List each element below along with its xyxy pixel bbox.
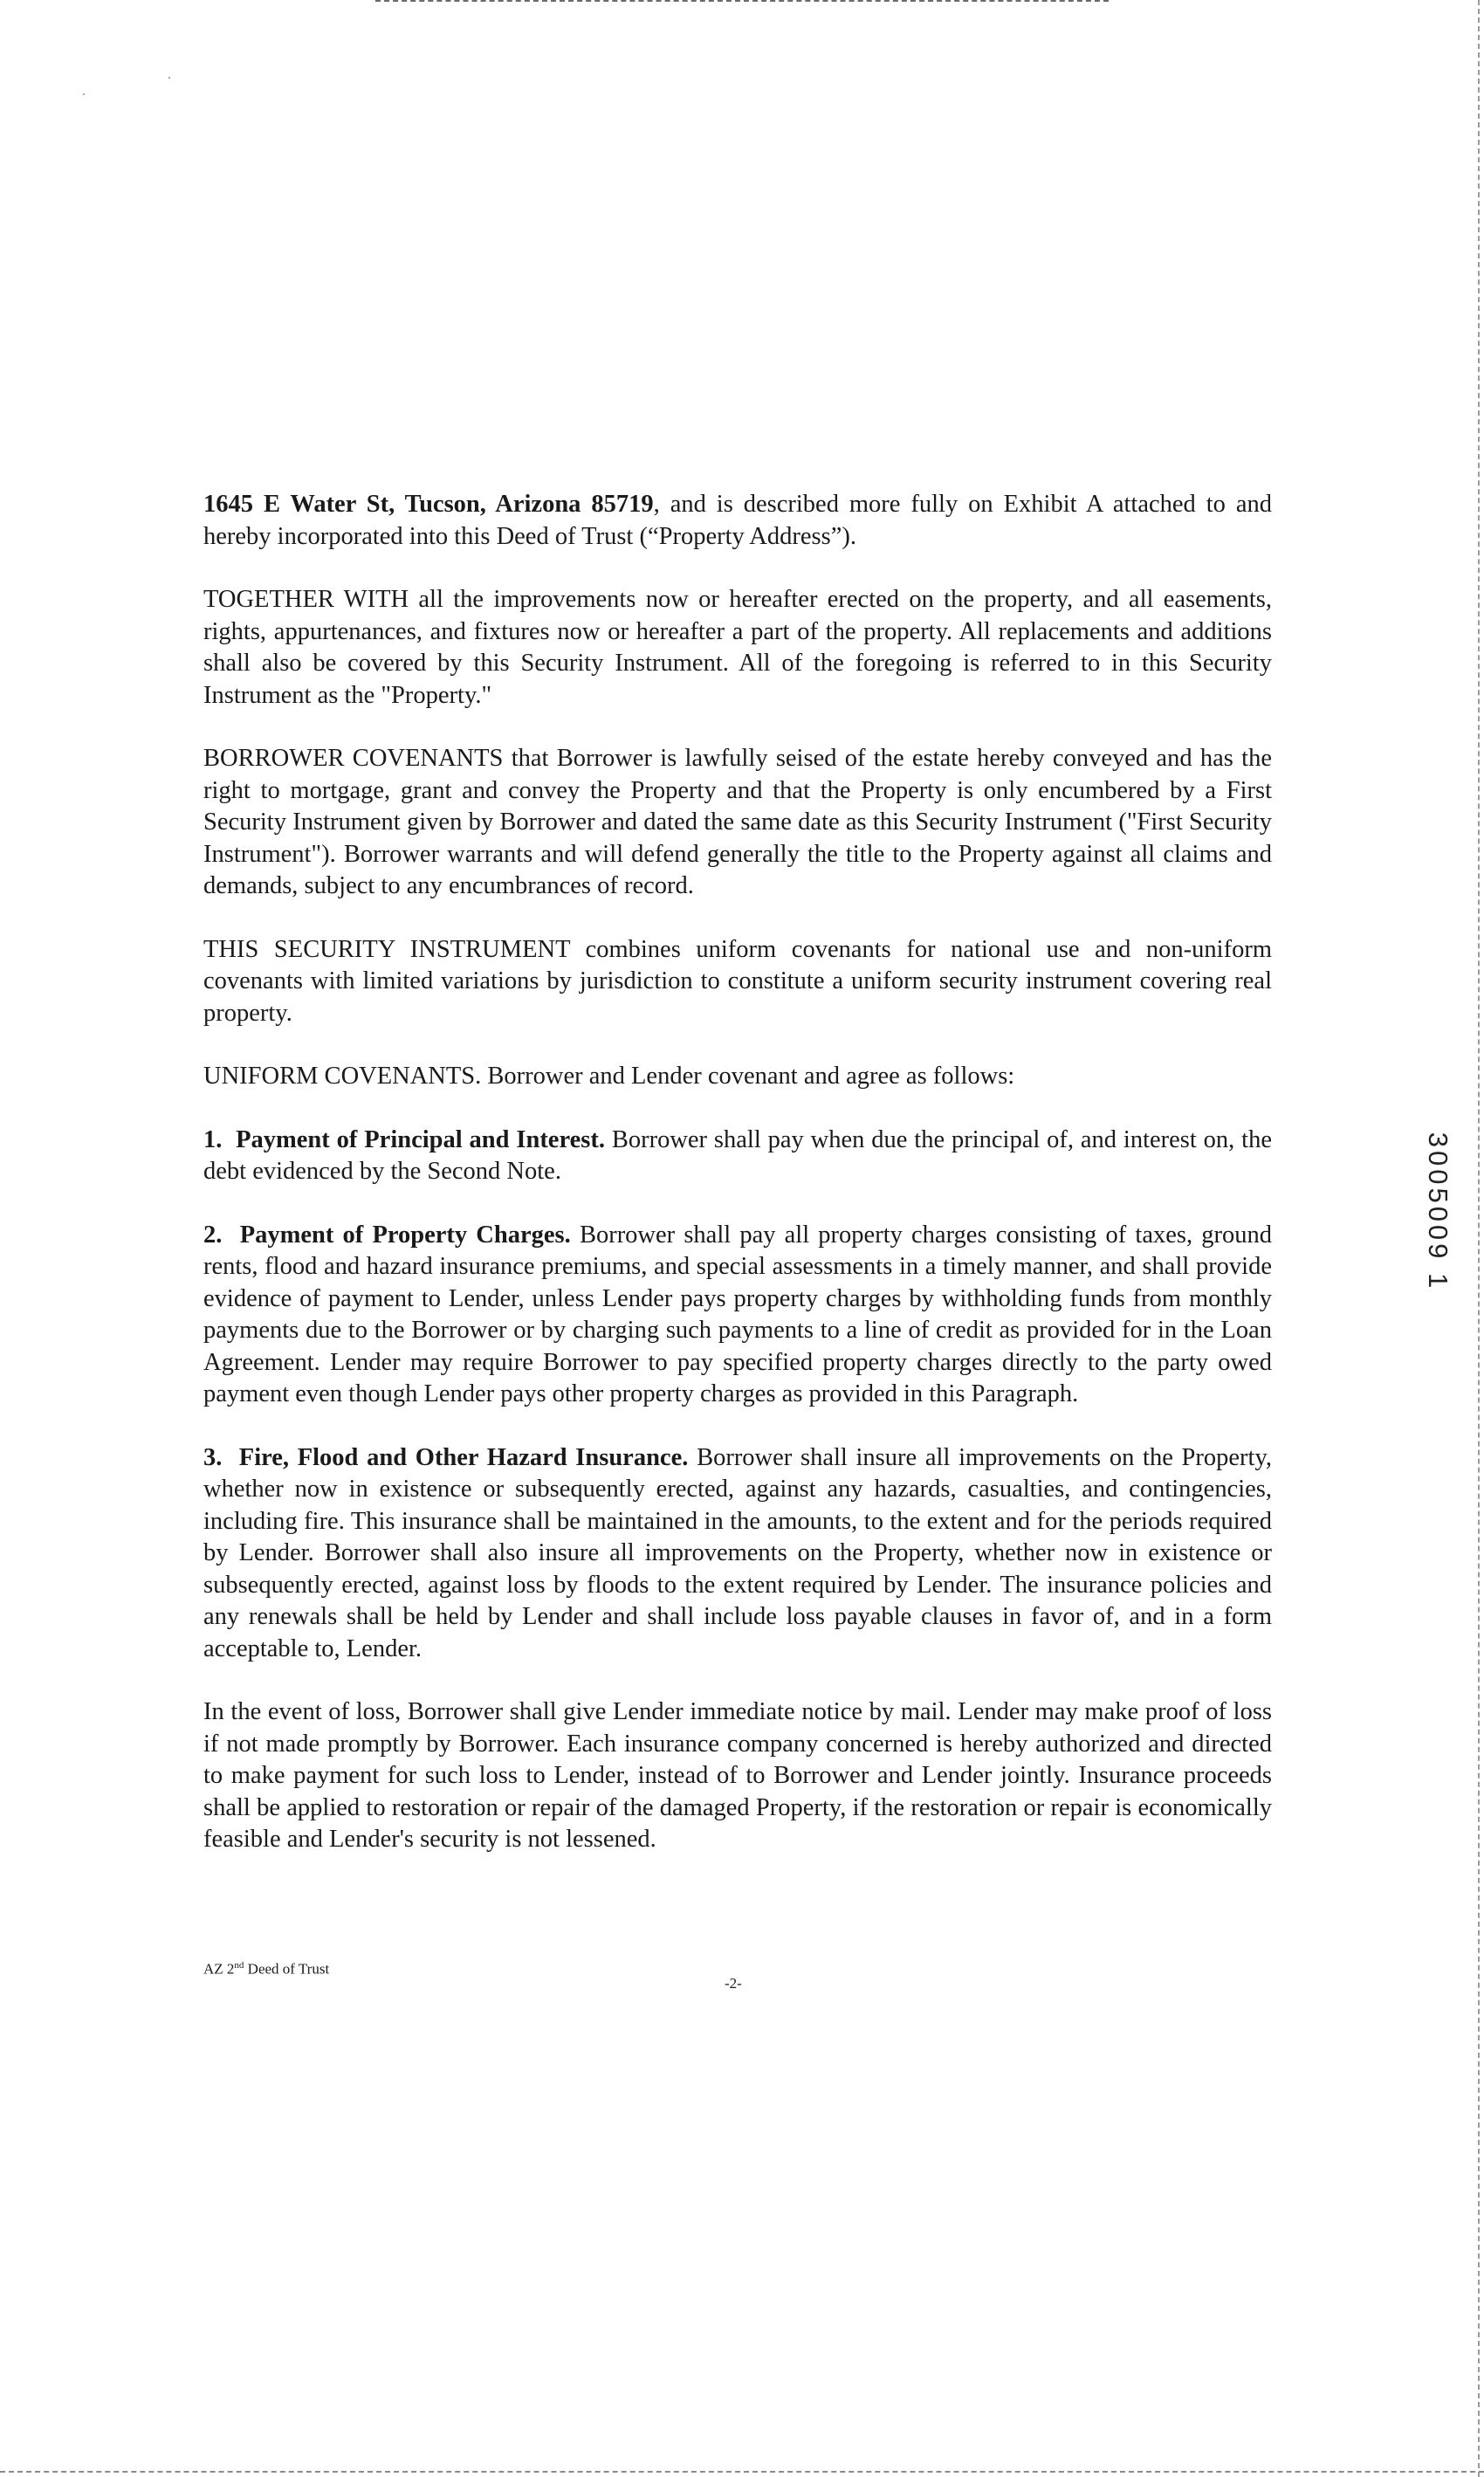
scan-edge-top [375,0,1109,2]
scan-edge-bottom [0,2471,1484,2473]
paragraph-uniform-covenants [203,1061,1272,1093]
form-superscript: nd [234,1960,244,1971]
document-body [203,489,1272,1888]
scan-speck [83,93,85,95]
paragraph-borrower-covenants [203,743,1272,903]
side-stamp [1412,1098,1464,1325]
paragraph-text: Borrower shall pay all property charges consisting of taxes, ground rents, flood and hazard insurance premiums, and special assessments in a timely manner, and shall provide evidence of payment to Lender, unless Lender pays property charges by withholding funds from monthly payments due to the Borrower or by charging such payments to a line of credit as provided for in the Loan Agreement. Lender may require Borrower to pay specified property charges directly to the party owed payment even though Lender pays other property charges as provided in this Paragraph. [203,1221,1272,1407]
section-2-property-charges [203,1220,1272,1411]
paragraph-text: TOGETHER WITH all the improvements now or hereafter erected on the property, and all easements, rights, appurtenances, and fixtures now or hereafter a part of the property. All replacements and additions shall also be covered by this Security Instrument. All of the foregoing is referred to in this Security Instrument as the "Property." [203,586,1272,709]
section-heading: 2. Payment of Property Charges. [203,1221,571,1249]
paragraph-text: In the event of loss, Borrower shall give Lender immediate notice by mail. Lender may make proof of loss if not made promptly by Borrower. Each insurance company concerned is hereby authorized and directed to make payment for such loss to Lender, instead of to Borrower and Lender jointly. Insurance proceeds shall be applied to restoration or repair of the damaged Property, if the restoration or repair is economically feasible and Lender's security is not lessened. [203,1698,1272,1853]
section-1-principal-interest [203,1125,1272,1188]
paragraph-event-of-loss [203,1696,1272,1856]
paragraph-this-security-instrument [203,934,1272,1030]
paragraph-text: THIS SECURITY INSTRUMENT combines uniform covenants for national use and non-uniform covenants with limited variations by jurisdiction to constitute a uniform security instrument covering real property. [203,935,1272,1027]
paragraph-text: BORROWER COVENANTS that Borrower is lawfully seised of the estate hereby conveyed and has the right to mortgage, grant and convey the Property and that the Property is only encumbered by a First Security Instrument given by Borrower and dated the same date as this Security Instrument ("First Security Instrument"). Borrower warrants and will defend generally the title to the Property against all claims and demands, subject to any encumbrances of record. [203,745,1272,899]
section-3-hazard-insurance [203,1442,1272,1666]
section-heading: 1. Payment of Principal and Interest. [203,1125,605,1153]
paragraph-text: Borrower shall insure all improvements on the Property, whether now in existence or subsequently erected, against any hazards, casualties, and contingencies, including fire. This insurance shall be maintained in the amounts, to the extent and for the periods required by Lender. Borrower shall also insure all improvements on the Property, whether now in existence or subsequently erected, against loss by floods to the extent required by Lender. The insurance policies and any renewals shall be held by Lender and shall include loss payable clauses in favor of, and in a form acceptable to, Lender. [203,1443,1272,1662]
paragraph-text: Borrower shall pay when due the principal of, and interest on, the debt evidenced by the Second Note. [203,1125,1272,1185]
side-stamp-text: 3005009 1 [1423,1132,1453,1292]
paragraph-property-address [203,489,1272,553]
page-number: -2- [725,1975,742,1992]
section-heading: 3. Fire, Flood and Other Hazard Insurance. [203,1443,689,1471]
paragraph-together-with [203,584,1272,712]
property-address-bold: 1645 E Water St, Tucson, Arizona 85719 [203,491,654,518]
form-suffix: Deed of Trust [244,1960,330,1978]
form-identifier [203,1960,329,1978]
paragraph-text: , and is described more fully on Exhibit A attached to and hereby incorporated into this Deed of Trust (“Property Address”). [203,491,1273,550]
paragraph-text: UNIFORM COVENANTS. Borrower and Lender covenant and agree as follows: [203,1063,1015,1090]
scan-speck [168,77,170,79]
form-prefix: AZ 2 [203,1960,235,1978]
scan-edge-right [1478,0,1480,2477]
